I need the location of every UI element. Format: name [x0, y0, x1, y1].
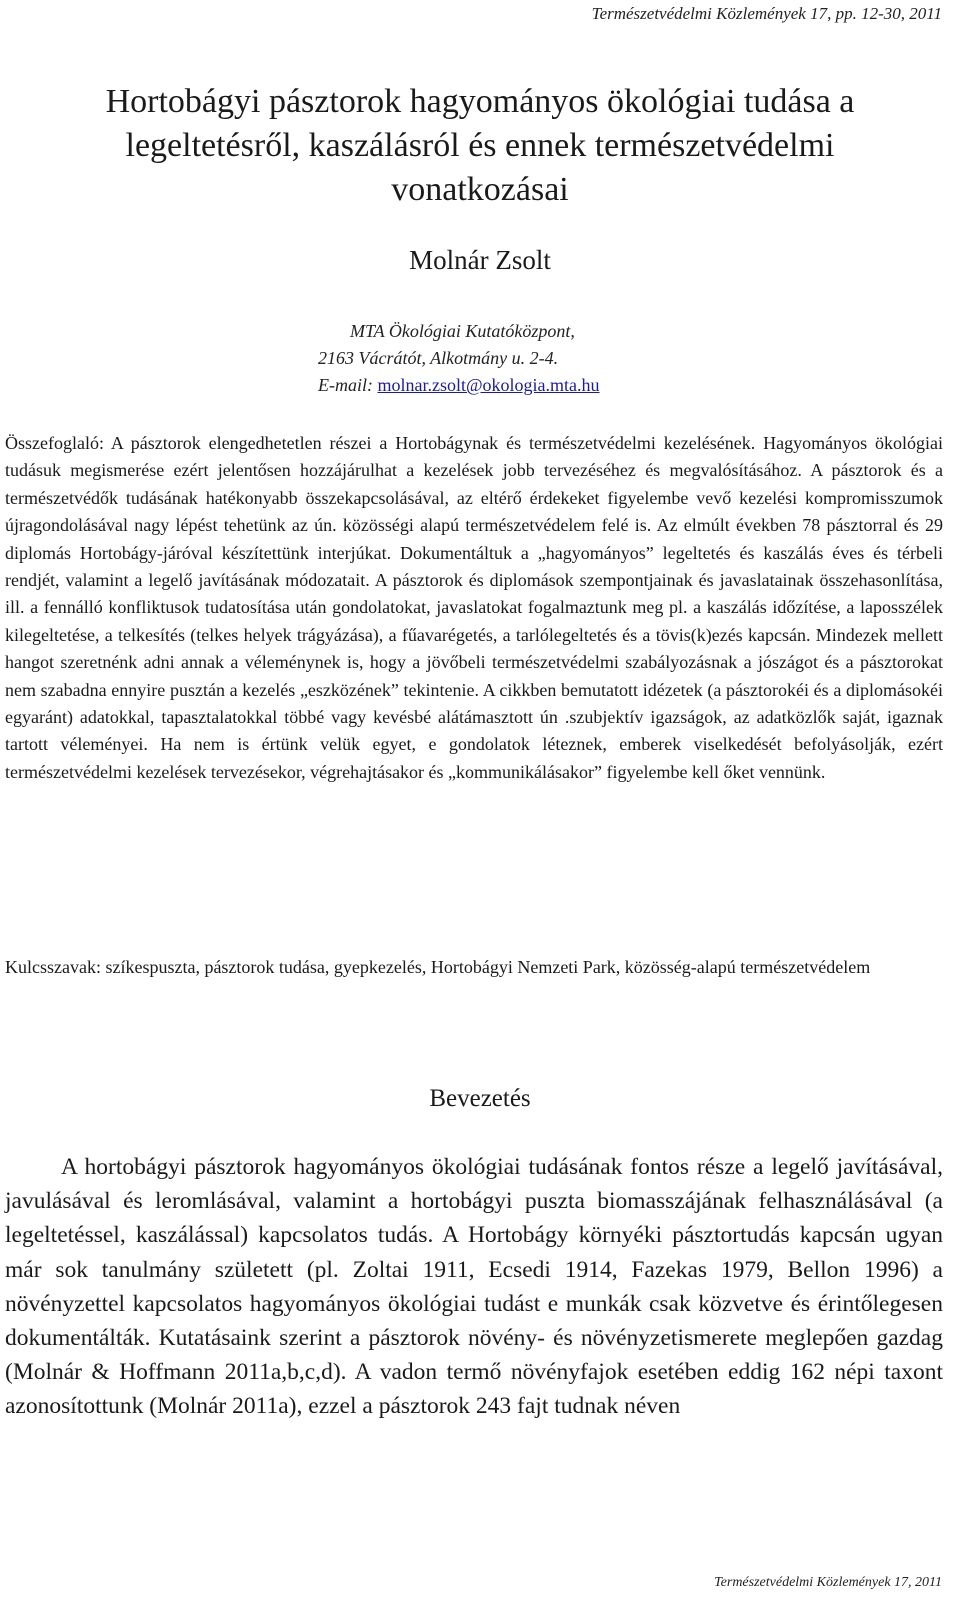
email-link[interactable]: molnar.zsolt@okologia.mta.hu [377, 375, 600, 395]
affiliation-email-line [318, 372, 600, 399]
running-header: Természetvédelmi Közlemények 17, pp. 12-30, 2011 [591, 4, 942, 23]
affiliation-institution: MTA Ökológiai Kutatóközpont, [350, 321, 575, 341]
section-heading: Bevezetés [429, 1085, 531, 1112]
author-name: Molnár Zsolt [409, 245, 551, 275]
abstract: Összefoglaló: A pásztorok elengedhetetlen részei a Hortobágynak és természetvédelmi kezelésének. Hagyományos ökológiai tudásuk megismerése ezért jelentősen hozzájárulhat a kezelések jobb tervezéséhez és megvalósításához. A pásztorok és a természetvédők tudásának hatékonyabb összekapcsolásával, az eltérő érdekeket figyelembe vevő kezelési kompromisszumok újragondolásával nagy lépést tehetünk az ún. közösségi alapú természetvédelem felé is. Az elmúlt években 78 pásztorral és 29 diplomás Hortobágy-járóval készítettünk interjúkat. Dokumentáltuk a „hagyományos” legeltetés és kaszálás éves és térbeli rendjét, valamint a legelő javításának módozatait. A pásztorok és diplomások szempontjainak és javaslatainak összehasonlítása, ill. a fennálló konfliktusok tudatosítása után gondolatokat, javaslatokat fogalmaztunk meg pl. a kaszálás időzítése, a laposszélek kilegeltetése, a telkesítés (telkes helyek trágyázása), a fűavarégetés, a tarlólegeltetés és a tövis(k)ezés kapcsán. Mindezek mellett hangot szeretnénk adni annak a véleménynek is, hogy a jövőbeli természetvédelmi szabályozásnak a jószágot és a pásztorokat nem szabadna ennyire pusztán a kezelés „eszközének” tekintenie. A cikkben bemutatott idézetek (a pásztorokéi és a diplomásokéi egyaránt) adatokkal, tapasztalatokkal többé vagy kevésbé alátámasztott ún .szubjektív igazságok, az adatközlők saját, igaznak tartott véleményei. Ha nem is értünk velük egyet, e gondolatok léteznek, emberek viselkedését befolyásolják, ezért természetvédelmi kezelések tervezésekor, végrehajtásakor és „kommunikálásakor” figyelembe kell őket vennünk. [5, 433, 943, 782]
affiliation-address: 2163 Vácrátót, Alkotmány u. 2-4. [318, 348, 559, 368]
article-title: Hortobágyi pásztorok hagyományos ökológiai tudása a legeltetésről, kaszálásról és ennek természetvédelmi vonatkozásai [105, 83, 855, 208]
body-text [5, 1150, 943, 1424]
running-footer: Természetvédelmi Közlemények 17, 2011 [714, 1575, 942, 1590]
affiliation-block [318, 318, 600, 399]
email-label: E-mail: [318, 375, 378, 395]
body-paragraph: A hortobágyi pásztorok hagyományos ökológiai tudásának fontos része a legelő javításával, javulásával és leromlásával, valamint a hortobágyi puszta biomasszájának felhasználásával (a legeltetéssel, kaszálással) kapcsolatos tudás. A Hortobágy környéki pásztortudás kapcsán ugyan már sok tanulmány született (pl. Zoltai 1911, Ecsedi 1914, Fazekas 1979, Bellon 1996) a növényzettel kapcsolatos hagyományos ökológiai tudást e munkák csak közvetve és érintőlegesen dokumentálták. Kutatásaink szerint a pásztorok növény- és növényzetismerete meglepően gazdag (Molnár & Hoffmann 2011a,b,c,d). A vadon termő növényfajok esetében eddig 162 népi taxont azonosítottunk (Molnár 2011a), ezzel a pásztorok 243 fajt tudnak néven [5, 1154, 943, 1420]
keywords: Kulcsszavak: szíkespuszta, pásztorok tudása, gyepkezelés, Hortobágyi Nemzeti Park, közösség-alapú természetvédelem [5, 957, 871, 977]
